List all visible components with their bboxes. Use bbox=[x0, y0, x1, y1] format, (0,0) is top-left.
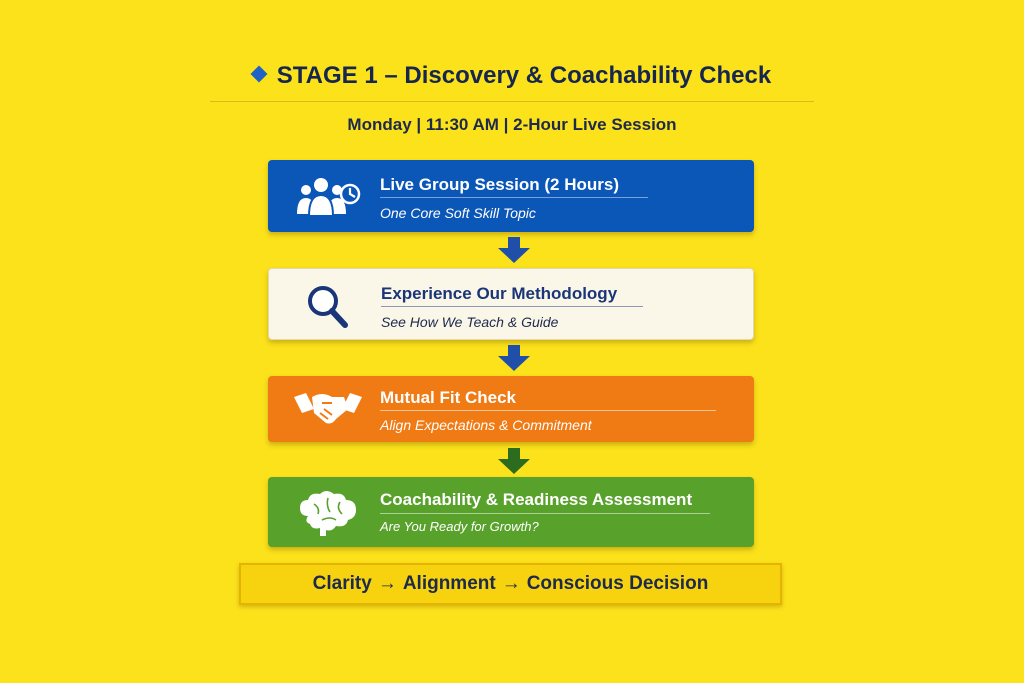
stage-title bbox=[0, 62, 1024, 90]
arrow-right-icon: → bbox=[501, 573, 521, 594]
step-divider bbox=[380, 197, 648, 198]
arrow-down-icon bbox=[497, 448, 531, 474]
step-subtitle: Are You Ready for Growth? bbox=[380, 519, 539, 534]
banner-item-clarity: Clarity bbox=[312, 573, 372, 594]
outcome-banner bbox=[239, 563, 782, 605]
step-divider bbox=[380, 410, 716, 411]
step-title: Live Group Session (2 Hours) bbox=[380, 175, 619, 194]
handshake-icon bbox=[292, 383, 364, 435]
stage-title-text: STAGE 1 – Discovery & Coachability Check bbox=[276, 62, 772, 89]
step-subtitle: Align Expectations & Commitment bbox=[380, 417, 592, 433]
step-title: Coachability & Readiness Assessment bbox=[380, 490, 693, 509]
step-subtitle: See How We Teach & Guide bbox=[381, 314, 559, 330]
session-info: Monday | 11:30 AM | 2-Hour Live Session bbox=[347, 115, 677, 134]
banner-item-conscious-decision: Conscious Decision bbox=[526, 573, 709, 594]
title-divider bbox=[210, 101, 814, 102]
step-card-coachability bbox=[268, 477, 754, 547]
arrow-down-icon bbox=[497, 237, 531, 263]
step-divider bbox=[380, 513, 710, 514]
step-card-methodology bbox=[268, 268, 754, 340]
magnifier-icon bbox=[293, 279, 365, 331]
step-card-mutual-fit bbox=[268, 376, 754, 442]
arrow-right-icon: → bbox=[377, 573, 397, 594]
group-clock-icon bbox=[292, 170, 364, 222]
step-title: Experience Our Methodology bbox=[381, 284, 618, 303]
step-subtitle: One Core Soft Skill Topic bbox=[380, 205, 536, 221]
step-title: Mutual Fit Check bbox=[380, 388, 517, 407]
diamond-icon bbox=[250, 66, 267, 83]
arrow-down-icon bbox=[497, 345, 531, 371]
step-divider bbox=[381, 306, 643, 307]
step-card-live-group-session bbox=[268, 160, 754, 232]
banner-item-alignment: Alignment bbox=[402, 573, 496, 594]
brain-icon bbox=[292, 486, 364, 538]
